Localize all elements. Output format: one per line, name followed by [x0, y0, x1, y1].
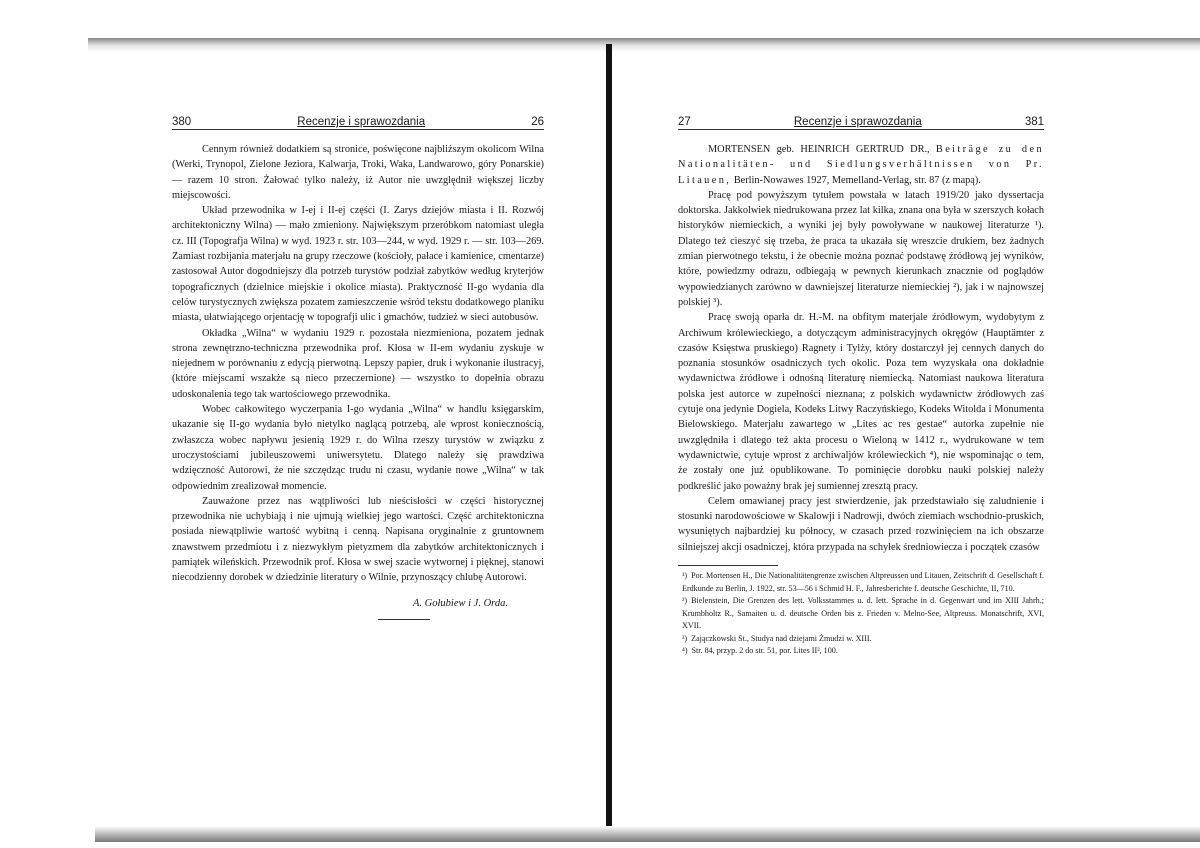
- left-inner-page-number: 26: [531, 116, 544, 128]
- footnote-text: Zajączkowski St., Studya nad dziejami Żmudzi w. XIII.: [691, 633, 872, 643]
- review-imprint: Berlin-Nowawes 1927, Memelland-Verlag, str. 87 (z mapą).: [733, 174, 981, 186]
- book-gutter: [606, 44, 612, 834]
- footnote-rule: [678, 565, 778, 566]
- footnote-4: [678, 645, 1044, 658]
- footnote-marker: ⁴): [682, 646, 688, 656]
- footnote-marker: ³): [682, 633, 688, 643]
- scan-edge-top: [88, 38, 1200, 52]
- footnote-marker: ¹): [682, 571, 688, 581]
- right-inner-page-number: 27: [678, 116, 691, 128]
- left-paragraph-4: Wobec całkowitego wyczerpania I-go wydania „Wilna“ w handlu księgarskim, ukazanie się II-go wydania było nietylko naglącą potrzebą, ale wprost koniecznością, zwłaszcza wobec napływu jesienią 1929 r. do Wilna rzeszy turystów w związku z uroczystościami jubileuszowemi uniwersytetu. Dlatego należy się prawdziwa wdzięczność Autorowi, że nie szczędząc trudu ni czasu, wydanie nowe „Wilna“ w tak odpowiednim zrealizował momencie.: [172, 404, 544, 492]
- review-author: MORTENSEN geb. HEINRICH GERTRUD DR.,: [708, 144, 930, 155]
- right-page-number: 381: [1024, 116, 1044, 128]
- right-paragraph-2: Pracę swoją oparła dr. H.-M. na obfitym materjale źródłowym, wydobytym z Archiwum królewieckiego, a dotyczącym administracyjnych okręgów (Hauptämter z czasów Księstwa pruskiego) Ragnety i Tylży, który dostarczył jej cennych danych do poznania stosunków osadniczych tych okolic. Poza tem wyzyskała ona dokładnie wydawnictwa źródłowe i odnośną literaturę niemiecką. Natomiast naukowa literatura polska jest autorce w zupełności nieznana; z polskich wydawnictw źródłowych zaś cytuje ona jedynie Dogiela, Kodeks Litwy Raczyńskiego, Kodeks Witolda i Monumenta Bielowskiego. Materjału zawartego w „Lites ac res gestae“ autorka zupełnie nie uwzględniła i dlatego też akta procesu o Wieloną w 1412 r., wydrukowane w tem wydawnictwie, cytuje wprost z archiwaljów królewieckich ⁴), nie wspominając o tem, że zostały one już opublikowane. To pominięcie dorobku nauki polskiej należy podkreślić jako poważny brak jej sumiennej zresztą pracy.: [678, 312, 1044, 492]
- right-page: [678, 116, 1044, 658]
- right-paragraph-3: Celem omawianej pracy jest stwierdzenie, jak przedstawiało się zaludnienie i stosunki narodowościowe w Skalowji i Nadrowji, dwóch ziemiach wschodnio-pruskich, wysuniętych najbardziej ku północy, w czasach przed rozwinięciem na ich obszarze silniejszej akcji osadniczej, która przypada na schyłek średniowiecza i początek czasów: [678, 495, 1044, 553]
- footnote-marker: ²): [682, 596, 688, 606]
- review-heading: [678, 142, 1044, 188]
- footnote-text: Por. Mortensen H., Die Nationalitätengrenze zwischen Altpreussen und Litauen, Zeitschrift d. Gesellschaft f. Erdkunde zu Berlin, J. 1922, str. 53—56 i Schmid H. F., Jahresberichte f. deutsche Geschichte, II, 710.: [682, 571, 1044, 593]
- footnote-1: [678, 570, 1044, 595]
- left-paragraph-3: Okładka „Wilna“ w wydaniu 1929 r. pozostała niezmieniona, pozatem jednak strona zewnętrzno-techniczna przewodnika prof. Kłosa w II-em wydaniu zyskuje w niejednem w porównaniu z edycją pierwotną. Lepszy papier, druk i wykonanie ilustracyj, (które miejscami wszakże są nieco przeczernione) — wszystko to dopełnia obrazu udoskonalenia tego tak wartościowego przewodnika.: [172, 327, 544, 400]
- footnote-2: [678, 595, 1044, 633]
- right-running-head: [678, 116, 1044, 130]
- footnote-text: Str. 84, przyp. 2 do str. 51, por. Lites II², 100.: [691, 646, 838, 656]
- review-signature: A. Gołubiew i J. Orda.: [413, 597, 508, 609]
- footnote-3: [678, 633, 1044, 646]
- left-paragraph-1: Cennym również dodatkiem są stronice, poświęcone najbliższym okolicom Wilna (Werki, Trynopol, Zielone Jeziora, Kalwarja, Troki, Waka, Landwarowo, góry Ponarskie) — razem 10 stron. Żałować tylko należy, iż Autor nie uwzględnił większej liczby miejscowości.: [172, 144, 544, 201]
- left-page: [172, 116, 544, 620]
- right-paragraph-1: Pracę pod powyższym tytułem powstała w latach 1919/20 jako dyssertacja doktorska. Jakkolwiek niedrukowana przez lat kilka, znana ona była w szerszych kołach historyków niemieckich, a wyniki jej były powoływane w naukowej literaturze ¹). Dlatego też cieszyć się trzeba, że praca ta ukazała się wreszcie drukiem, bez żadnych zmian pierwotnego tekstu, i że obecnie można poznać podstawę źródłową jej wyników, które, powiedzmy odrazu, odbiegają w pewnych kierunkach znacznie od poglądów wypowiedzianych zarówno w dawniejszej literaturze niemieckiej ²), jak i w najnowszej polskiej ³).: [678, 189, 1044, 308]
- review-book-title: Beiträge zu den Nationalitäten- und Siedlungsverhältnissen von Pr. Litauen,: [678, 144, 1044, 186]
- end-rule: [378, 619, 430, 620]
- left-running-title: Recenzje i sprawozdania: [297, 116, 426, 128]
- left-paragraph-5: Zauważone przez nas wątpliwości lub nieścisłości w części historycznej przewodnika nie uchybiają i nie ujmują wielkiej jego wartości. Część architektoniczna posiada niewątpliwie wartość wybitną i cenną. Napisana oryginalnie z gruntownem znawstwem przedmiotu i z niezwykłym pietyzmem dla zabytków architektonicznych i pamiątek wileńskich. Przewodnik prof. Kłosa w swej szacie wytwornej i pięknej, stanowi niecodzienny dorobek w dziedzinie literatury o Wilnie, przynoszący chlubę Autorowi.: [172, 495, 544, 584]
- footnote-text: Bielenstein, Die Grenzen des lett. Volksstammes u. d. lett. Sprache in d. Gegenwart und im XIII Jahrh.; Krumbholtz R., Samaiten u. d. deutsche Orden bis z. Frieden v. Melno-See, Altpreuss. Monatschrift, XVI, XVII.: [682, 596, 1044, 631]
- left-running-head: [172, 116, 544, 130]
- right-running-title: Recenzje i sprawozdania: [793, 116, 922, 128]
- left-page-number: 380: [172, 116, 192, 128]
- left-paragraph-2: Układ przewodnika w I-ej i II-ej części (I. Zarys dziejów miasta i II. Rozwój architektoniczny Wilna) — mało zmieniony. Największym przeróbkom natomiast uległa cz. III (Topografja Wilna) w wyd. 1923 r. str. 103—244, w wyd. 1929 r. — str. 103—269. Zamiast rozbijania materjału na grupy rzeczowe (kościoły, pałace i kamienice, cmentarze) zastosował Autor dogodniejszy dla potrzeb turystów podział zabytków według kryterjów topograficznych (dzielnice miejskie i okolice miasta). Praktyczność II-go wydania dla celów turystycznych zwiększa pozatem zamieszczenie wśród tekstu dodatkowego planiku miasta, ułatwiającego orjentację w topografji ulic i gmachów, tudzież w sieci autobusów.: [172, 205, 544, 324]
- scan-edge-bottom: [95, 826, 1200, 842]
